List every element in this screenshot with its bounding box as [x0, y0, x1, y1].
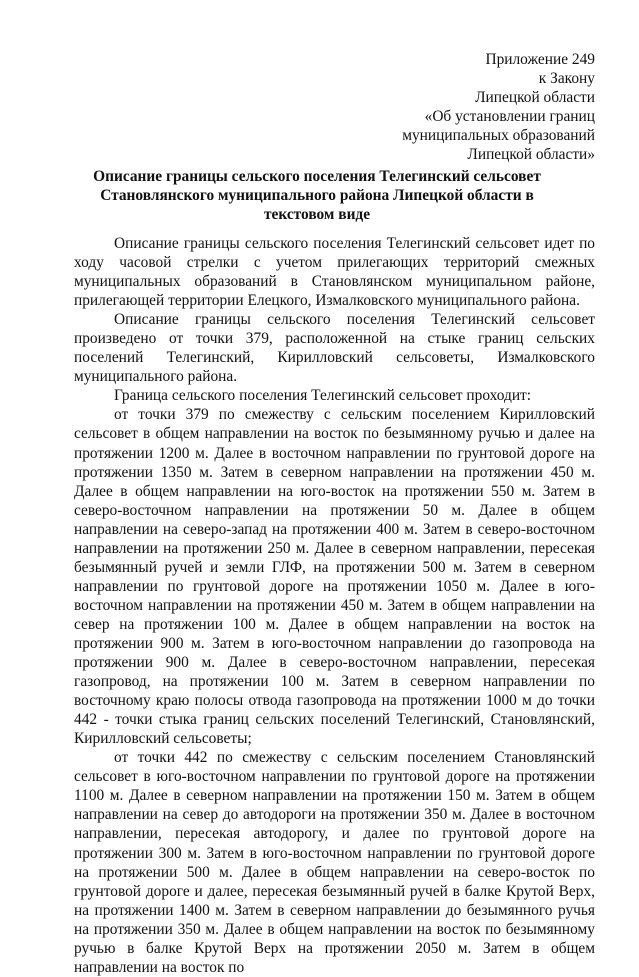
- body-paragraph: Описание границы сельского поселения Телегинский сельсовет произведено от точки 379, расположенной на стыке границ сельских поселений Телегинский, Кирилловский сельсоветы, Измалковского муниципального района.: [74, 311, 595, 386]
- annex-line: Липецкой области»: [467, 146, 595, 163]
- annex-line: к Закону: [538, 70, 595, 87]
- annex-line: «Об установлении границ: [424, 108, 595, 125]
- document-body: [74, 234, 595, 977]
- body-paragraph: от точки 442 по смежеству с сельским поселением Становлянский сельсовет в юго-восточном направлении по грунтовой дороге на протяжении 1100 м. Далее в северном направлении на протяжении 150 м. Затем в общем направлении на север до автодороги на протяжении 350 м. Далее в восточном направлении, пересекая автодорогу, и далее по грунтовой дороге на протяжении 300 м. Затем в юго-восточном направлении по грунтовой дороге на протяжении 500 м. Далее в общем направлении на северо-восток по грунтовой дороге и далее, пересекая безымянный ручей в балке Крутой Верх, на протяжении 1400 м. Затем в северном направлении до безымянного ручья на протяжении 350 м. Далее в общем направлении на восток по безымянному ручью в балке Крутой Верх на протяжении 2050 м. Затем в общем направлении на восток по: [74, 749, 595, 976]
- body-paragraph: Описание границы сельского поселения Телегинский сельсовет идет по ходу часовой стрелки с учетом прилегающих территорий смежных муниципальных образований в Становлянском муниципальном районе, прилегающей территории Елецкого, Измалковского муниципального района.: [74, 235, 595, 310]
- document-title: Описание границы сельского поселения Телегинский сельсовет Становлянского муниципального района Липецкой области в текстовом виде: [93, 168, 541, 223]
- annex-line: Приложение 249: [485, 51, 595, 68]
- annex-header: [402, 50, 595, 164]
- body-paragraph: от точки 379 по смежеству с сельским поселением Кирилловский сельсовет в общем направлении на восток по безымянному ручью и далее на протяжении 1200 м. Далее в восточном направлении по грунтовой дороге на протяжении 1350 м. Затем в северном направлении на протяжении 450 м. Далее в общем направлении на юго-восток на протяжении 550 м. Затем в северо-восточном направлении на протяжении 50 м. Далее в общем направлении на северо-запад на протяжении 400 м. Затем в северо-восточном направлении на протяжении 250 м. Далее в северном направлении, пересекая безымянный ручей и земли ГЛФ, на протяжении 500 м. Затем в северном направлении по грунтовой дороге на протяжении 1050 м. Далее в юго-восточном направлении на протяжении 450 м. Затем в общем направлении на север на протяжении 100 м. Далее в общем направлении на восток на протяжении 900 м. Затем в юго-восточном направлении до газопровода на протяжении 900 м. Далее в северо-восточном направлении, пересекая газопровод, на протяжении 100 м. Затем в северном направлении по восточному краю полосы отвода газопровода на протяжении 1000 м до точки 442 - точки стыка границ сельских поселений Телегинский, Становлянский, Кирилловский сельсоветы;: [74, 406, 595, 748]
- body-paragraph: Граница сельского поселения Телегинский сельсовет проходит:: [114, 387, 532, 405]
- annex-line: муниципальных образований: [402, 127, 595, 144]
- annex-line: Липецкой области: [475, 89, 595, 106]
